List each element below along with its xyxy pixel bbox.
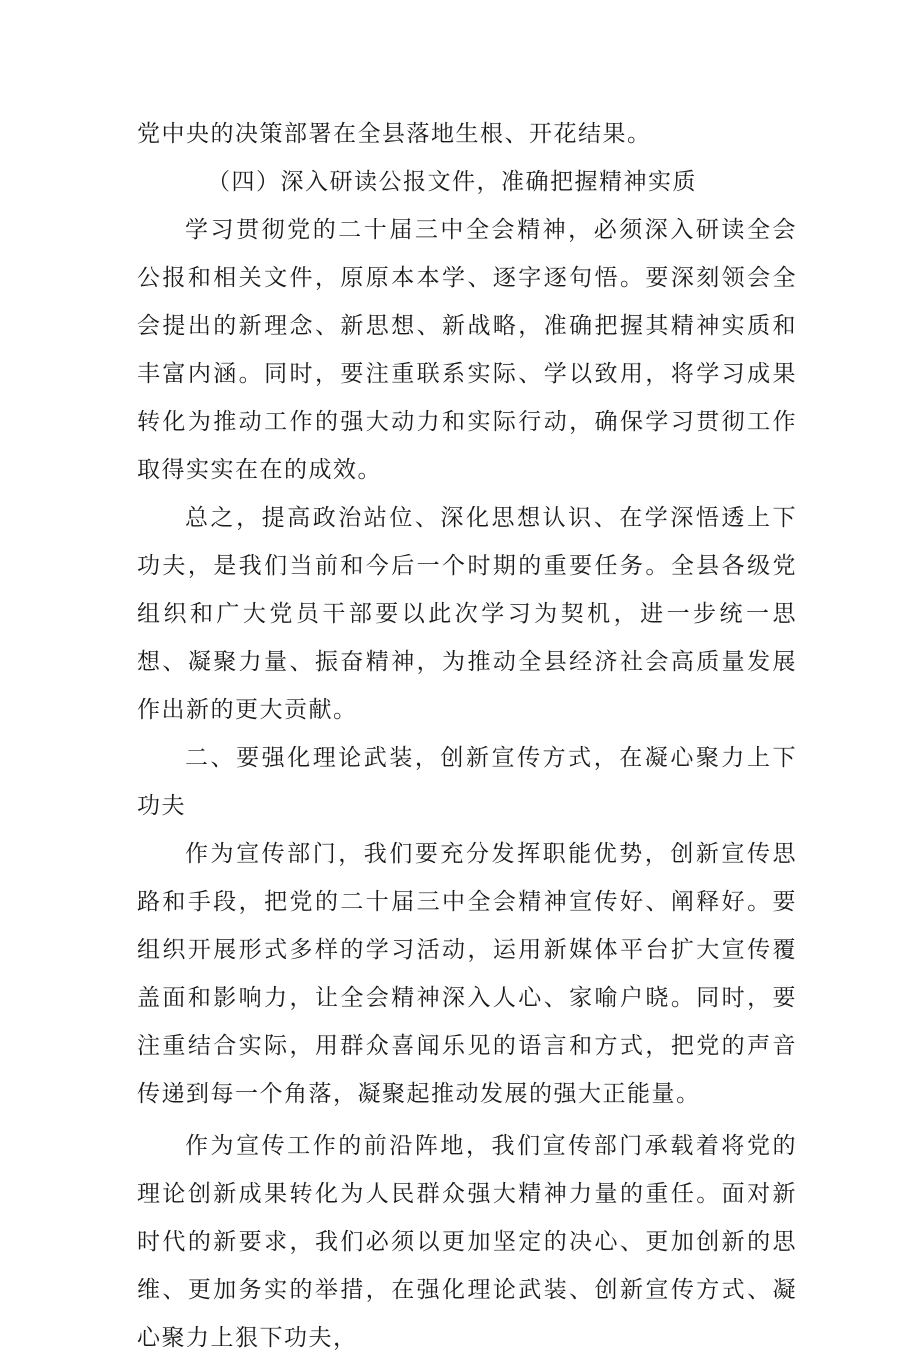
document-body — [137, 110, 797, 1362]
paragraph-study-communique: 学习贯彻党的二十届三中全会精神，必须深入研读全会公报和相关文件，原原本本学、逐字逐句悟。要深刻领会全会提出的新理念、新思想、新战略，准确把握其精神实质和丰富内涵。同时，要注重联系实际、学以致用，将学习成果转化为推动工作的强大动力和实际行动，确保学习贯彻工作取得实实在在的成效。 — [137, 217, 797, 483]
subheading-four: （四）深入研读公报文件，准确把握精神实质 — [207, 169, 697, 195]
paragraph-summary: 总之，提高政治站位、深化思想认识、在学深悟透上下功夫，是我们当前和今后一个时期的重要任务。全县各级党组织和广大党员干部要以此次学习为契机，进一步统一思想、凝聚力量、振奋精神，为推动全县经济社会高质量发展作出新的更大贡献。 — [137, 505, 797, 723]
paragraph-frontline: 作为宣传工作的前沿阵地，我们宣传部门承载着将党的理论创新成果转化为人民群众强大精神力量的重任。面对新时代的新要求，我们必须以更加坚定的决心、更加创新的思维、更加务实的举措，在强化理论武装、创新宣传方式、凝心聚力上狠下功夫， — [137, 1133, 797, 1351]
paragraph-propaganda-dept: 作为宣传部门，我们要充分发挥职能优势，创新宣传思路和手段，把党的二十届三中全会精神宣传好、阐释好。要组织开展形式多样的学习活动，运用新媒体平台扩大宣传覆盖面和影响力，让全会精神深入人心、家喻户晓。同时，要注重结合实际，用群众喜闻乐见的语言和方式，把党的声音传递到每一个角落，凝聚起推动发展的强大正能量。 — [137, 841, 797, 1107]
paragraph-continuation: 党中央的决策部署在全县落地生根、开花结果。 — [137, 121, 652, 147]
section-heading-two: 二、要强化理论武装，创新宣传方式，在凝心聚力上下功夫 — [137, 745, 797, 819]
